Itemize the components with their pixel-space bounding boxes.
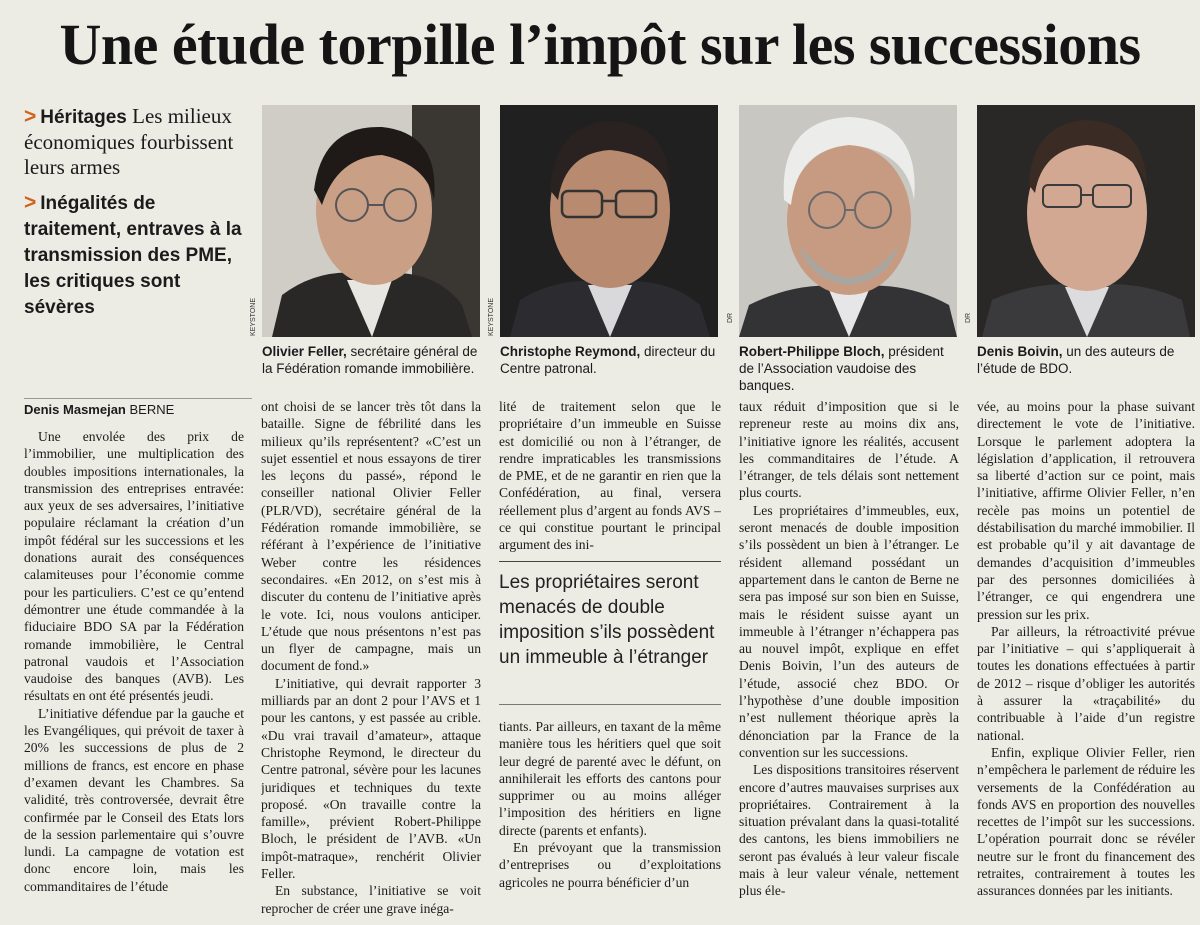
paragraph: Par ailleurs, la rétroactivité prévue par l’initiative – qui s’appliquerait à toutes les donations effectuées à partir de 2012 – risque d’obliger les autorités à assurer la «traçabilité» du contribuable à l’aide d’un registre national. (977, 623, 1195, 743)
caption-role: président de l’Association vaudoise des banques. (739, 344, 944, 393)
photo-caption (262, 343, 480, 377)
arrow-marker-icon: > (24, 105, 37, 128)
photo-credit: KEYSTONE (250, 298, 257, 336)
paragraph: Une envolée des prix de l’immobilier, une multiplication des doubles impositions internationales, la transmission des entreprises entravée: aux yeux de ses adversaires, l’initiative populaire réclamant la création d’un impôt fédéral sur les successions et les donations aurait des conséquences calamiteuses pour l’économie comme pour les particuliers. C’est ce qu’entend démontrer une étude commandée à la fiduciaire BDO SA par la Fédération romande immobilière, le Central patronal vaudois et l’Association vaudoise des banques (AVB). Les résultats en ont été présentés jeudi. (24, 429, 244, 704)
deck-item-inegalites (24, 190, 252, 320)
paragraph: vée, au moins pour la phase suivant directement le vote de l’initiative. Lorsque le parlement adoptera la législation d’application, il retrouvera sa liberté d’action sur ce point, mais l’initiative, affirme Olivier Feller, n’en recèle pas moins un potentiel de déstabilisation du marché immobilier. Il est probable qu’il y ait davantage de demandes d’acquisition d’immeubles par des personnes domiciliées à l’étranger, ce qui engendrera une pression sur les prix. (977, 399, 1195, 622)
article-column-4 (739, 398, 959, 918)
photo-christophe-reymond (500, 105, 718, 337)
headline: Une étude torpille l’impôt sur les successions (59, 12, 1141, 77)
paragraph: Les propriétaires d’immeubles, eux, seront menacés de double imposition s’ils possèdent un bien à l’étranger. Le résident allemand possédant un appartement dans le canton de Berne ne sera pas imposé sur son bien en Suisse, mais le résident suisse ayant un immeuble à l’étranger n’échappera pas au nouvel impôt, explique en effet Denis Boivin, l’un des auteurs de l’étude, associé chez BDO. Or l’hypothèse d’une double imposition n’est nullement théorique après la dénonciation par la France de la convention sur les successions. (739, 502, 959, 760)
caption-role: secrétaire général de la Fédération romande immobilière. (262, 344, 478, 376)
photo-denis-boivin (977, 105, 1195, 337)
deck-text: Les milieux économiques fourbissent leurs armes (24, 104, 234, 179)
arrow-marker-icon: > (24, 191, 37, 214)
deck-item-heritages (24, 104, 252, 180)
paragraph: En prévoyant que la transmission d’entreprises ou d’exploitations agricoles ne pourra bénéficier d’un (499, 840, 721, 890)
paragraph: L’initiative, qui devrait rapporter 3 milliards par an dont 2 pour l’AVS et 1 pour les cantons, y est passée au crible. «Du vrai travail d’amateur», attaque Christophe Reymond, le directeur du Centre patronal, sévère pour les lacunes juridiques et techniques du texte proposé. «On travaille contre la famille», prévient Robert-Philippe Bloch, le président de l’AVB. «Un impôt-matraque», renchérit Olivier Feller. (261, 675, 481, 882)
divider (499, 704, 721, 705)
paragraph: Enfin, explique Olivier Feller, rien n’empêchera le parlement de réduire les versements de la Confédération au fonds AVS en proportion des nouvelles recettes de l’impôt sur les successions. L’opération pourrait donc se révéler neutre sur le front du financement des retraites, contrairement à toutes les assurances données par les initiants. (977, 744, 1195, 899)
photo-credit: DR (965, 312, 972, 324)
paragraph: tiants. Par ailleurs, en taxant de la même manière tous les héritiers quel que soit leur degré de parenté avec le défunt, on annihilerait les efforts des cantons pour supprimer ou au moins alléger l’imposition des héritiers en ligne directe (parents et enfants). (499, 719, 721, 838)
portrait-image (977, 105, 1195, 337)
photo-robert-philippe-bloch (739, 105, 957, 337)
caption-role: un des auteurs de l’étude de BDO. (977, 344, 1175, 376)
article-column-3-top (499, 398, 721, 553)
deck-text: Inégalités de traitement, entraves à la transmission des PME, les critiques sont sévères (24, 193, 242, 318)
caption-role: directeur du Centre patronal. (500, 344, 716, 376)
caption-name: Olivier Feller, (262, 344, 347, 359)
photo-credit: KEYSTONE (488, 298, 495, 336)
portrait-image (739, 105, 957, 337)
portrait-image (262, 105, 480, 337)
photo-caption (977, 343, 1195, 377)
byline (24, 398, 252, 417)
caption-name: Christophe Reymond, (500, 344, 641, 359)
deck (24, 104, 252, 330)
article-column-2 (261, 398, 481, 918)
photo-caption (500, 343, 718, 377)
paragraph: L’initiative défendue par la gauche et les Evangéliques, qui prévoit de taxer à 20% les successions de plus de 2 millions de francs, est encore en phase d’examen devant les Chambres. Sa validité, très controversée, devrait être confirmée par le Conseil des Etats lors de la session parlementaire qui s’ouvre lundi. La campagne de votation est donc encore loin, mais les commanditaires de l’étude (24, 705, 244, 894)
portrait-image (500, 105, 718, 337)
paragraph: lité de traitement selon que le propriétaire d’un immeuble en Suisse est domicilié ou non à l’étranger, de rendre impraticables les transmissions de PME, et de ne garantir en rien que la Confédération, au final, versera réellement plus d’argent au fonds AVS – ce qui constitue pourtant le principal argument des ini- (499, 399, 721, 553)
article-column-5 (977, 398, 1195, 918)
photo-credit: DR (727, 312, 734, 324)
paragraph: taux réduit d’imposition que si le repreneur reste au moins dix ans, l’initiative ignore les réalités, accusent les commanditaires de l’étude. A l’étranger, de tels délais sont nettement plus courts. (739, 399, 959, 501)
caption-name: Robert-Philippe Bloch, (739, 344, 885, 359)
caption-name: Denis Boivin, (977, 344, 1063, 359)
article-column-3-bottom (499, 718, 721, 918)
pull-quote: Les propriétaires seront menacés de double imposition s’ils possèdent un immeuble à l’étranger (499, 561, 721, 712)
byline-location: BERNE (129, 402, 175, 417)
paragraph: ont choisi de se lancer très tôt dans la bataille. Signe de fébrilité dans les milieux qu’ils représentent? «C’est un sujet essentiel et nous essayons de tirer les leçons du passé», répond le conseiller national Olivier Feller (PLR/VD), secrétaire général de la Fédération romande immobilière, se référant à l’expérience de l’initiative Weber contre les résidences secondaires. «En 2012, on s’est mis à discuter du contenu de l’initiative après le vote. Ici, nous voulons anticiper. L’étude que nous présentons n’est pas un flyer de campagne, mais un document de fond.» (261, 399, 481, 674)
photo-olivier-feller (262, 105, 480, 337)
article-column-1 (24, 428, 244, 918)
deck-keyword: Héritages (40, 107, 127, 128)
byline-author: Denis Masmejan (24, 402, 126, 417)
paragraph: Les dispositions transitoires réservent encore d’autres mauvaises surprises aux propriétaires. Contrairement à la situation prévalant dans la quasi-totalité des cantons, les biens immobiliers ne seront pas évalués à leur valeur fiscale mais à leur valeur vénale, nettement plus éle- (739, 762, 959, 899)
photo-caption (739, 343, 957, 394)
paragraph: En substance, l’initiative se voit reprocher de créer une grave inéga- (261, 883, 481, 916)
